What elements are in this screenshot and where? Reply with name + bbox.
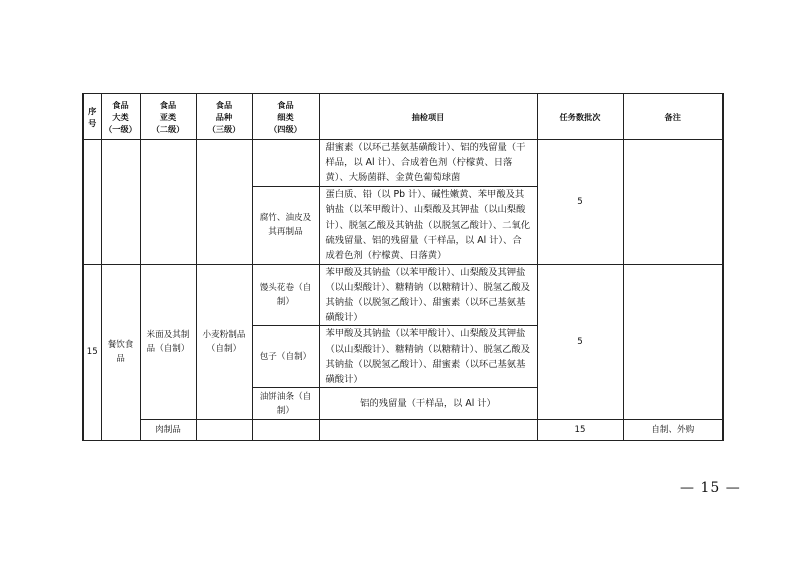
seq-cell: 15 (83, 264, 101, 441)
detail-cell: 腐竹、油皮及其再制品 (252, 186, 319, 264)
header-row (83, 94, 723, 140)
table-row (83, 420, 723, 441)
major-cell (101, 140, 140, 265)
remarks-cell (623, 264, 723, 420)
items-cell: 苯甲酸及其钠盐（以苯甲酸计）、山梨酸及其钾盐（以山梨酸计）、糖精钠（以糖精计）、脱氢乙酸及其钠盐（以脱氢乙酸计）、甜蜜素（以环己基氨基磺酸计） (319, 326, 537, 388)
batches-cell: 15 (537, 420, 623, 441)
items-cell: 甜蜜素（以环己基氨基磺酸计）、铝的残留量（干样品，以 Al 计）、合成着色剂（柠檬黄、日落黄）、大肠菌群、金黄色葡萄球菌 (319, 140, 537, 187)
header-seq: 序 号 (83, 94, 101, 140)
seq-cell (83, 140, 101, 265)
table-row (83, 264, 723, 326)
variety-cell: 小麦粉制品（自制） (196, 264, 252, 420)
table-row (83, 140, 723, 187)
header-variety: 食品 品种 （三级） (196, 94, 252, 140)
page-number: — 15 — (680, 480, 741, 496)
detail-cell: 包子（自制） (252, 326, 319, 388)
sub-cell: 米面及其制品（自制） (140, 264, 196, 420)
items-cell (319, 420, 537, 441)
detail-cell (252, 140, 319, 187)
items-cell: 苯甲酸及其钠盐（以苯甲酸计）、山梨酸及其钾盐（以山梨酸计）、糖精钠（以糖精计）、脱氢乙酸及其钠盐（以脱氢乙酸计）、甜蜜素（以环己基氨基磺酸计） (319, 264, 537, 326)
remarks-cell: 自制、外购 (623, 420, 723, 441)
detail-cell (252, 420, 319, 441)
detail-cell: 油饼油条（自制） (252, 388, 319, 420)
inspection-table (82, 93, 724, 441)
header-batches: 任务数批次 (537, 94, 623, 140)
batches-cell: 5 (537, 264, 623, 420)
sub-cell: 肉制品 (140, 420, 196, 441)
header-sub-category: 食品 亚类 （二级） (140, 94, 196, 140)
header-inspection-items: 抽检项目 (319, 94, 537, 140)
items-cell: 铝的残留量（干样品，以 Al 计） (319, 388, 537, 420)
remarks-cell (623, 140, 723, 265)
header-major-category: 食品 大类 （一级） (101, 94, 140, 140)
variety-cell (196, 420, 252, 441)
variety-cell (196, 140, 252, 265)
detail-cell: 馒头花卷（自制） (252, 264, 319, 326)
items-cell: 蛋白质、铅（以 Pb 计）、碱性嫩黄、苯甲酸及其钠盐（以苯甲酸计）、山梨酸及其钾盐（以山梨酸计）、脱氢乙酸及其钠盐（以脱氢乙酸计）、二氧化硫残留量、铝的残留量（干样品，以 Al 计）、合成着色剂（柠檬黄、日落黄） (319, 186, 537, 264)
batches-cell: 5 (537, 140, 623, 265)
major-cell: 餐饮食品 (101, 264, 140, 441)
header-remarks: 备注 (623, 94, 723, 140)
sub-cell (140, 140, 196, 265)
header-detail-category: 食品 细类 （四级） (252, 94, 319, 140)
